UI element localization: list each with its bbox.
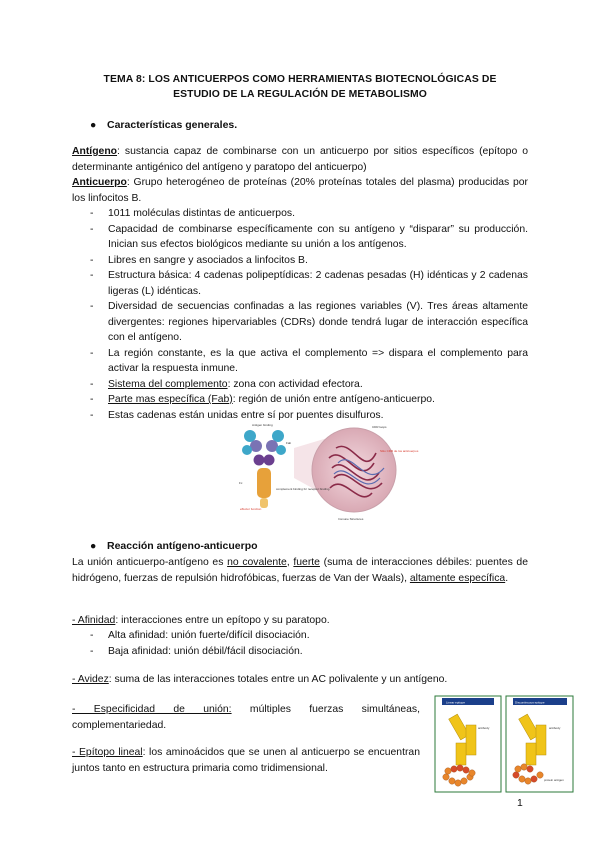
list-item: - Estructura básica: 4 cadenas polipeptídicas: 2 cadenas pesadas (H) idénticas y 2 cadenas ligeras (L) idénticas. <box>90 270 528 297</box>
antigeno-definition: Antígeno: sustancia capaz de combinarse con un anticuerpo por sitios específicos (epítopo o determinante antigénico del antígeno y paratopo del anticuerpo) <box>72 146 528 173</box>
antibody-y-diagram <box>242 430 286 508</box>
list-item: - Sistema del complemento: zona con actividad efectora. <box>90 378 363 390</box>
bullet-icon: ● <box>90 540 97 552</box>
bullet-icon: ● <box>90 119 97 131</box>
svg-text:protein antigen: protein antigen <box>544 778 564 782</box>
afinidad-definition: - Afinidad: interacciones entre un epítopo y su paratopo. <box>72 615 330 626</box>
svg-text:Sitio CDR de los anticuerpos: Sitio CDR de los anticuerpos <box>380 449 419 453</box>
svg-text:Linear epitope: Linear epitope <box>446 700 466 705</box>
molecular-structure-circle <box>312 428 396 512</box>
anticuerpo-definition: Anticuerpo: Grupo heterogéneo de proteínas (20% proteínas totales del plasma) producidas por los linfocitos B. <box>72 177 528 204</box>
svg-text:complement binding Fc receptor: complement binding Fc receptor binding <box>276 487 330 491</box>
page-title: TEMA 8: LOS ANTICUERPOS COMO HERRAMIENTAS BIOTECNOLÓGICAS DE ESTUDIO DE LA REGULACIÓN DE METABOLISMO <box>103 74 497 100</box>
svg-text:Fab: Fab <box>286 441 292 445</box>
document-page: TEMA 8: LOS ANTICUERPOS COMO HERRAMIENTAS BIOTECNOLÓGICAS DE ESTUDIO DE LA REGULACIÓN DE METABOLISMO ● Características generales. Antígeno: sustancia capaz de combinarse con un anticuerpo por sitios específicos (epítopo o determinante antigénico del antígeno y paratopo del anticuerpo) Anticuerpo: Grupo heterogéneo de proteínas (20% proteínas totales del plasma) producidas por los linfocitos B. - 1011 moléculas distintas de anticuerpos. - Capacidad de combinarse específicamente con su antígeno y “disparar” su producción. Inician sus efectos biológicos mediante su unión a los antígenos. - Libres en sangre y asociados a linfocitos B. - Estructura básica: 4 cadenas polipeptídicas: 2 cadenas pesadas (H) idénticas y 2 cadenas ligeras (L) idénticas. - Diversidad de secuencias confinadas a las regiones variables (V). Tres áreas altamente divergentes: regiones hipervariables (CDRs) donde tendrá lugar de interacción específica con el antígeno. - La región constante, es la que activa el complemento => dispara el complemento para activar la respuesta inmune. - Sistema del complemento: zona con actividad efectora. - Parte mas específica (Fab): región de unión entre antígeno-anticuerpo. - Estas cadenas están unidas entre sí por puentes disulfuros. Antigen binding CDR loops Fab Fc Sitio CDR de los anticuerpos complement binding Fc receptor binding effector function Immune Structures ● Reacción antígeno-anticuerpo La unión anticuerpo-antígeno es no covalente, fuerte (suma de interacciones débiles: puentes de hidrógeno, fuerzas de repulsión hidrofóbicas, fuerzas de Van der Waals), altamente específica. - Afinidad: interacciones entre un epítopo y su paratopo. - Alta afinidad: unión fuerte/difícil disociación. - Baja afinidad: unión débil/fácil disociación. - Avidez: suma de las interacciones totales entre un AC polivalente y un antígeno. - Especificidad de unión: múltiples fuerzas simultáneas, complementariedad. - Epítopo lineal: los aminoácidos que se unen al anticuerpo se encuentran juntos tanto en estructura primaria como tridimensional. Linear epitope Discontinuous epitope antibody antibody protein antigen 1 <box>0 0 600 848</box>
svg-text:Discontinuous epitope: Discontinuous epitope <box>515 700 545 705</box>
especificidad-definition: - Especificidad de unión: múltiples fuerzas simultáneas, complementariedad. <box>72 704 420 731</box>
svg-text:antibody: antibody <box>478 726 490 730</box>
list-item: - La región constante, es la que activa el complemento => dispara el complemento para activar la respuesta inmune. <box>90 347 528 374</box>
svg-text:Immune Structures: Immune Structures <box>338 517 364 521</box>
list-item: - Diversidad de secuencias confinadas a las regiones variables (V). Tres áreas altamente divergentes: regiones hipervariables (CDRs) donde tendrá lugar de interacción específica con el antígeno. <box>90 301 528 343</box>
page-number: 1 <box>517 798 523 809</box>
svg-text:CDR loops: CDR loops <box>372 425 387 429</box>
reaccion-paragraph: La unión anticuerpo-antígeno es no covalente, fuerte (suma de interacciones débiles: puentes de hidrógeno, fuerzas de repulsión hidrofóbicas, fuerzas de Van der Waals), altamente específica. <box>72 557 528 584</box>
svg-text:Fc: Fc <box>239 481 243 485</box>
list-item: - Estas cadenas están unidas entre sí por puentes disulfuros. <box>90 409 384 421</box>
svg-text:Antigen binding: Antigen binding <box>252 423 273 427</box>
epitope-figure <box>434 695 574 793</box>
anticuerpo-characteristics-list <box>72 206 528 423</box>
afinidad-list <box>72 628 528 659</box>
epitopo-lineal-definition: - Epítopo lineal: los aminoácidos que se unen al anticuerpo se encuentran juntos tanto en estructura primaria como tridimensional. <box>72 747 420 774</box>
list-item: - Baja afinidad: unión débil/fácil disociación. <box>90 645 303 657</box>
avidez-definition: - Avidez: suma de las interacciones totales entre un AC polivalente y un antígeno. <box>72 674 448 685</box>
list-item: - Parte mas específica (Fab): región de unión entre antígeno-anticuerpo. <box>90 394 435 405</box>
list-item: - Libres en sangre y asociados a linfocitos B. <box>90 254 308 266</box>
antibody-structure-figure <box>234 418 419 522</box>
list-item: - Alta afinidad: unión fuerte/difícil disociación. <box>90 630 310 641</box>
svg-text:effector function: effector function <box>240 507 262 511</box>
svg-text:antibody: antibody <box>549 726 561 730</box>
list-item: - 1011 moléculas distintas de anticuerpos. <box>90 208 295 219</box>
list-item: - Capacidad de combinarse específicamente con su antígeno y “disparar” su producción. Inician sus efectos biológicos mediante su unión a los antígenos. <box>90 223 528 250</box>
